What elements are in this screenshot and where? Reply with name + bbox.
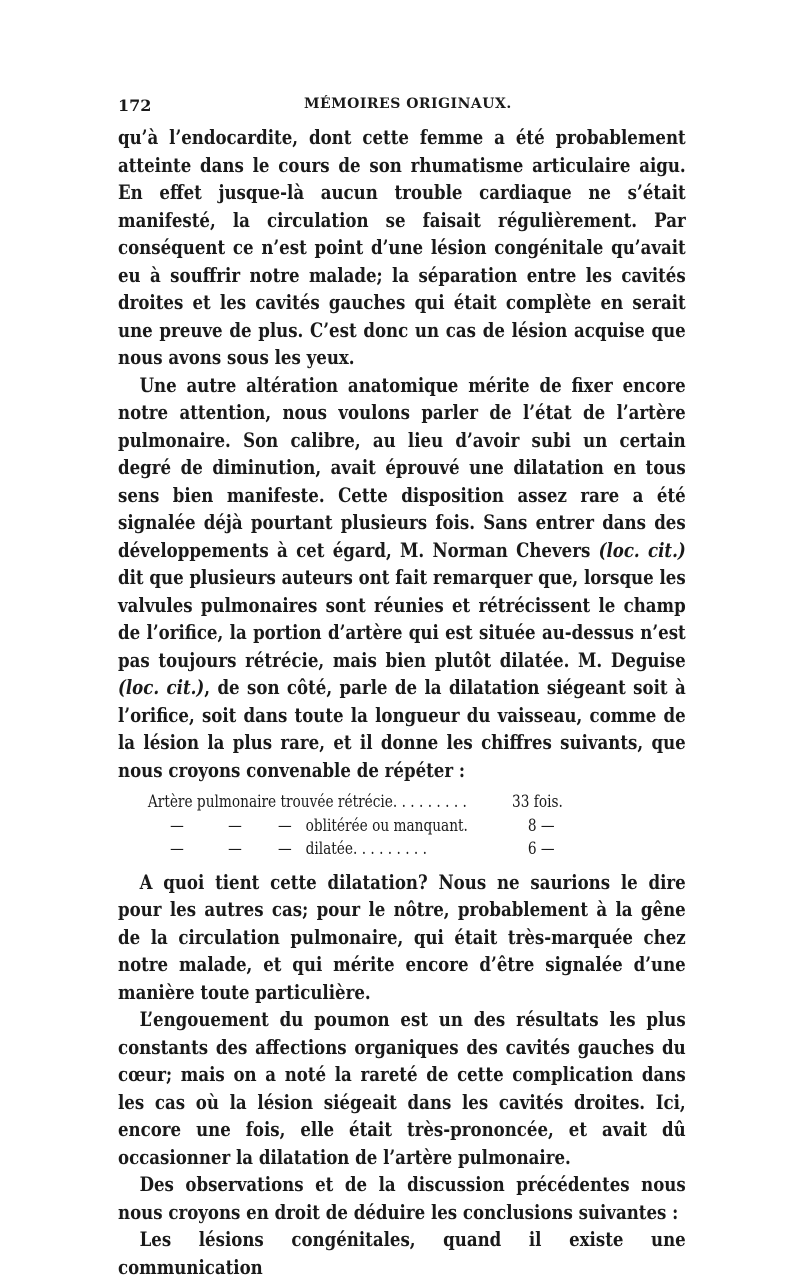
- paragraph-2-text: Une autre altération anatomique mérite de fixer encore notre attention, nous voulons parler de l’état de l’artère pulmonaire. Son calibre, au lieu d’avoir subi un certain degré de diminution, avait éprouvé une dilatation en tous sens bien manifeste. Cette disposition assez rare a été signalée déjà pourtant plusieurs fois. Sans entrer dans des développements à cet égard, M. Norman Chevers: [118, 372, 686, 562]
- running-title: MÉMOIRES ORIGINAUX.: [304, 96, 512, 112]
- ditto-mark: —: [170, 815, 184, 835]
- ditto-mark: —: [170, 839, 184, 858]
- table-row-value: 6 —: [527, 839, 555, 858]
- paragraph-1: qu’à l’endocardite, dont cette femme a été probablement atteinte dans le cours de son rhumatisme articulaire aigu. En effet jusque-là aucun trouble cardiaque ne s’était manifesté, la circulation se faisait régulièrement. Par conséquent ce n’est point d’une lésion congénitale qu’avait eu à souffrir notre malade; la séparation entre les cavités droites et les cavités gauches qui était complète en serait une preuve de plus. C’est donc un cas de lésion acquise que nous avons sous les yeux.: [118, 125, 686, 369]
- table-row: [148, 790, 613, 814]
- page-number: 172: [118, 96, 152, 115]
- page: [118, 96, 686, 1281]
- page-header: [118, 96, 686, 122]
- table-row-value: 33 fois.: [512, 792, 563, 811]
- statistics-table: [148, 790, 613, 861]
- paragraph-3: A quoi tient cette dilatation? Nous ne saurions le dire pour les autres cas; pour le nôtre, probablement à la gêne de la circulation pulmonaire, qui était très-marquée chez notre malade, et qui mérite encore d’être signalée d’une manière toute particulière.: [118, 869, 686, 1004]
- table-row-label: Artère pulmonaire trouvée rétrécie. . . . . . . . .: [147, 792, 467, 811]
- ditto-mark: —: [277, 815, 292, 835]
- paragraph-4: L’engouement du poumon est un des résultats les plus constants des affections organiques des cavités gauches du cœur; mais on a noté la rareté de cette complication dans les cas où la lésion siégeait dans les cavités droites. Ici, encore une fois, elle était très-prononcée, et avait dû occasionner la dilatation de l’artère pulmonaire.: [118, 1007, 686, 1169]
- citation-chevers: (loc. cit.): [598, 537, 686, 562]
- ditto-mark: —: [228, 839, 242, 858]
- ditto-mark: —: [228, 815, 242, 835]
- table-row: [148, 814, 613, 838]
- paragraph-5: Des observations et de la discussion précédentes nous nous croyons en droit de déduire les conclusions suivantes :: [118, 1172, 686, 1224]
- citation-deguise: (loc. cit.): [118, 675, 205, 699]
- paragraph-2-cont: dit que plusieurs auteurs ont fait remarquer que, lorsque les valvules pulmonaires sont réunies et rétrécissent le champ de l’orifice, la portion d’artère qui est située au-dessus n’est pas toujours rétrécie, mais bien plutôt dilatée. M. Deguise: [118, 565, 686, 672]
- paragraph-6: Les lésions congénitales, quand il existe une communication: [118, 1227, 686, 1279]
- table-row-label: dilatée. . . . . . . . .: [305, 839, 427, 858]
- paragraph-2-end: , de son côté, parle de la dilatation siégeant soit à l’orifice, soit dans toute la longueur du vaisseau, comme de la lésion la plus rare, et il donne les chiffres suivants, que nous croyons convenable de répéter :: [118, 675, 686, 782]
- table-row: [148, 837, 613, 861]
- body-text: [118, 124, 686, 1281]
- table-row-value: 8 —: [527, 815, 555, 835]
- paragraph-2: [118, 372, 686, 785]
- ditto-mark: —: [277, 839, 292, 858]
- table-row-label: oblitérée ou manquant.: [305, 815, 468, 835]
